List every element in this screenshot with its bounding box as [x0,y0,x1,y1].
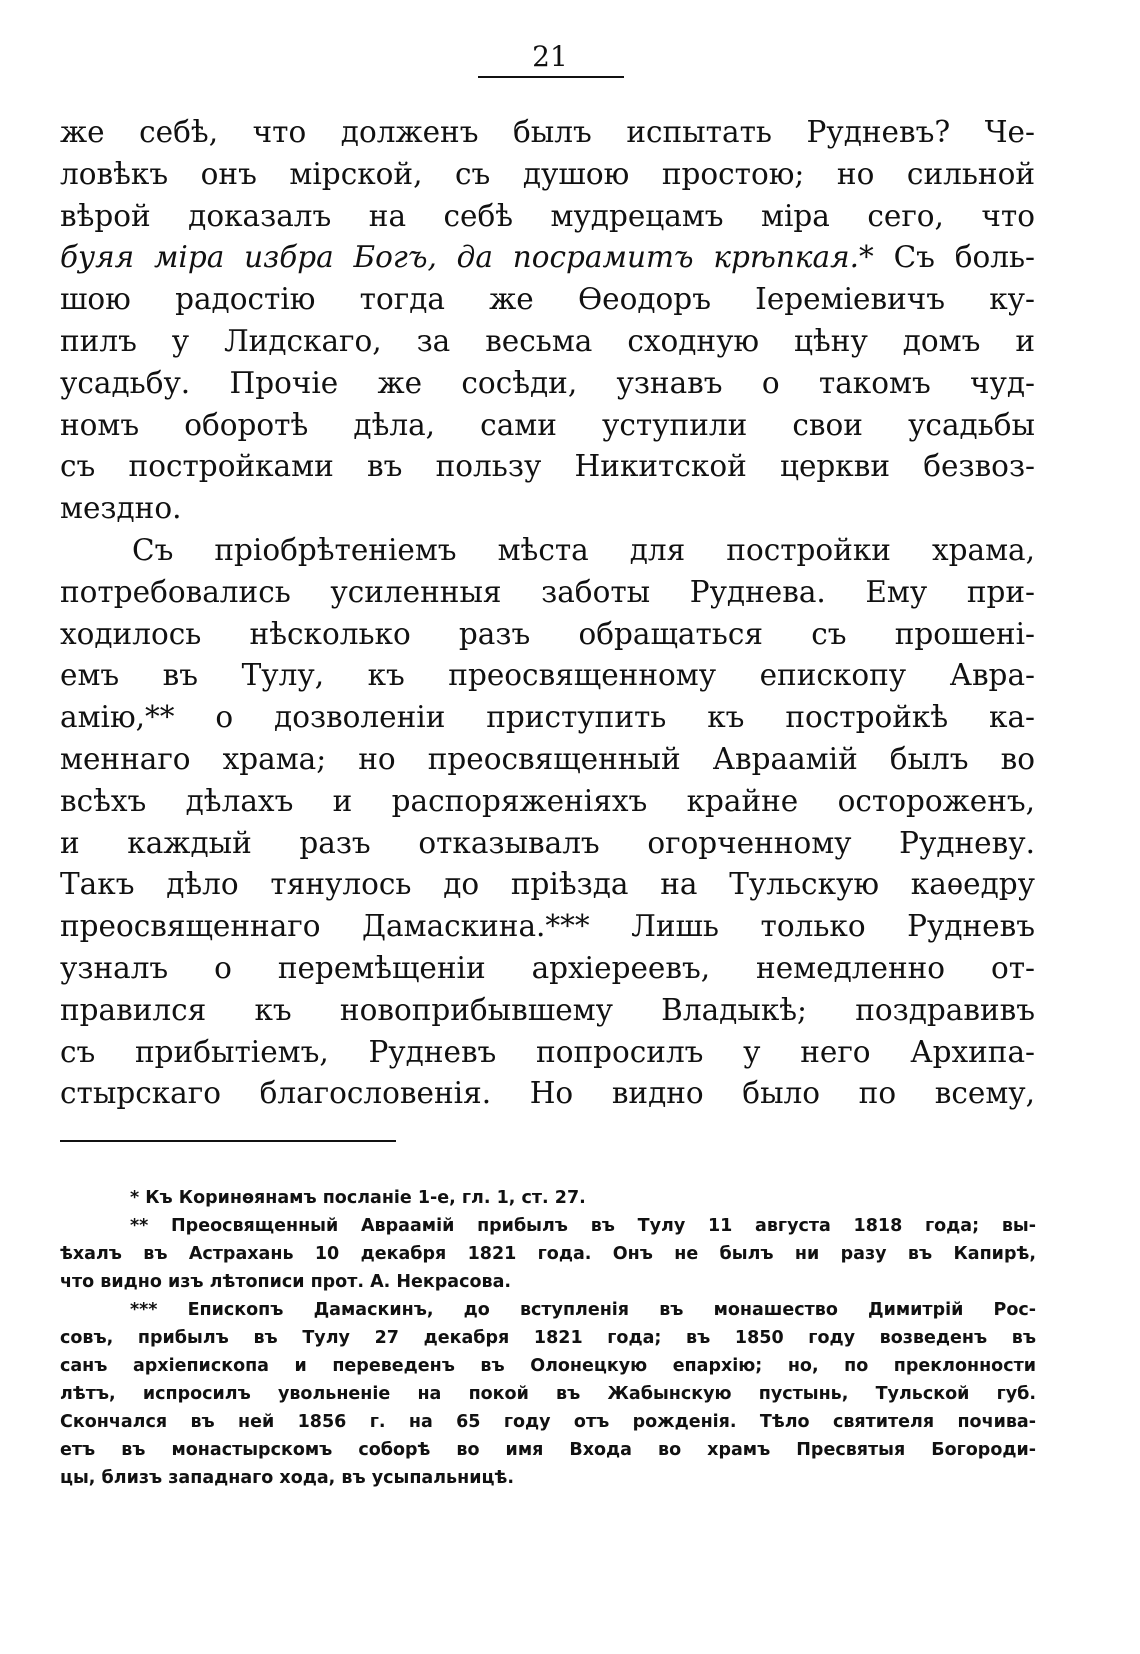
text-line: узналъ о перемѣщеніи архіереевъ, немедленно от- [60,950,1035,985]
footnote-line: цы, близъ западнаго хода, въ усыпальницѣ. [60,1468,514,1488]
italic-quote: буяя міра избра Богъ, да посрамитъ крѣпкая. [60,240,860,275]
footnote-line: Скончался въ ней 1856 г. на 65 году отъ рожденія. Тѣло святителя почива- [60,1412,1036,1432]
text-line: мездно. [60,491,182,526]
footnote-line: санъ архіепископа и переведенъ въ Олонецкую епархію; но, по преклонности [60,1356,1036,1376]
footnote-line: что видно изъ лѣтописи прот. А. Некрасова. [60,1272,512,1292]
text-line: усадьбу. Прочіе же сосѣди, узнавъ о такомъ чуд- [60,365,1035,400]
text-line: шою радостію тогда же Ѳеодоръ Іереміевичъ ку- [60,282,1035,317]
footnote-line: етъ въ монастырскомъ соборѣ во имя Входа во храмъ Пресвятыя Богороди- [60,1440,1036,1460]
footnote-line: *** Епископъ Дамаскинъ, до вступленія въ монашество Димитрій Рос- [130,1300,1036,1320]
text-line: меннаго храма; но преосвященный Авраамій былъ во [60,741,1035,776]
text-line: Съ пріобрѣтеніемъ мѣста для постройки храма, [132,532,1035,567]
text-line: номъ оборотѣ дѣла, сами уступили свои усадьбы [60,407,1035,442]
text-line: и каждый разъ отказывалъ огорченному Рудневу. [60,825,1035,860]
text-line: стырскаго благословенія. Но видно было по всему, [60,1076,1035,1111]
footnotes [60,1184,1036,1492]
footnote-line: ѣхалъ въ Астрахань 10 декабря 1821 года. Онъ не былъ ни разу въ Капирѣ, [60,1244,1036,1264]
text-line: емъ въ Тулу, къ преосвященному епископу Авра- [60,658,1035,693]
footnote-line: совъ, прибылъ въ Тулу 27 декабря 1821 года; въ 1850 году возведенъ въ [60,1328,1036,1348]
text-line: вѣрой доказалъ на себѣ мудрецамъ міра сего, что [60,198,1035,233]
text-line: всѣхъ дѣлахъ и распоряженіяхъ крайне остороженъ, [60,783,1035,818]
text-line: же себѣ, что долженъ былъ испытать Рудневъ? Че- [60,115,1035,149]
main-text [60,112,1035,1115]
page-number: 21 [532,40,568,73]
text-line: потребовались усиленныя заботы Руднева. Ему при- [60,574,1035,609]
text-line: пилъ у Лидскаго, за весьма сходную цѣну домъ и [60,323,1035,358]
footnote-line: ** Преосвященный Авраамій прибылъ въ Тулу 11 августа 1818 года; вы- [130,1216,1036,1236]
text-line: съ постройками въ пользу Никитской церкви безвоз- [60,449,1035,484]
text-line: съ прибытіемъ, Рудневъ попросилъ у него Архипа- [60,1034,1035,1069]
text-line: ходилось нѣсколько разъ обращаться съ прошені- [60,616,1035,651]
footnote-line: * Къ Коринѳянамъ посланіе 1-е, гл. 1, ст. 27. [130,1188,586,1208]
text-line-with-italic-quote: буяя міра избра Богъ, да посрамитъ крѣпкая.* Съ боль- [60,240,1035,275]
footnote-line: лѣтъ, испросилъ увольненіе на покой въ Жабынскую пустынь, Тульской губ. [60,1384,1036,1404]
text-line: ловѣкъ онъ мірской, съ душою простою; но сильной [60,156,1035,191]
footnote-separator [60,1140,396,1142]
text-line: Такъ дѣло тянулось до пріѣзда на Тульскую каѳедру [60,867,1035,902]
text-line: преосвященнаго Дамаскина.*** Лишь только Рудневъ [60,909,1035,944]
text-line: амію,** о дозволеніи приступить къ постройкѣ ка- [60,700,1035,735]
page-number-rule [478,76,624,78]
text-line: правился къ новоприбывшему Владыкѣ; поздравивъ [60,992,1035,1027]
